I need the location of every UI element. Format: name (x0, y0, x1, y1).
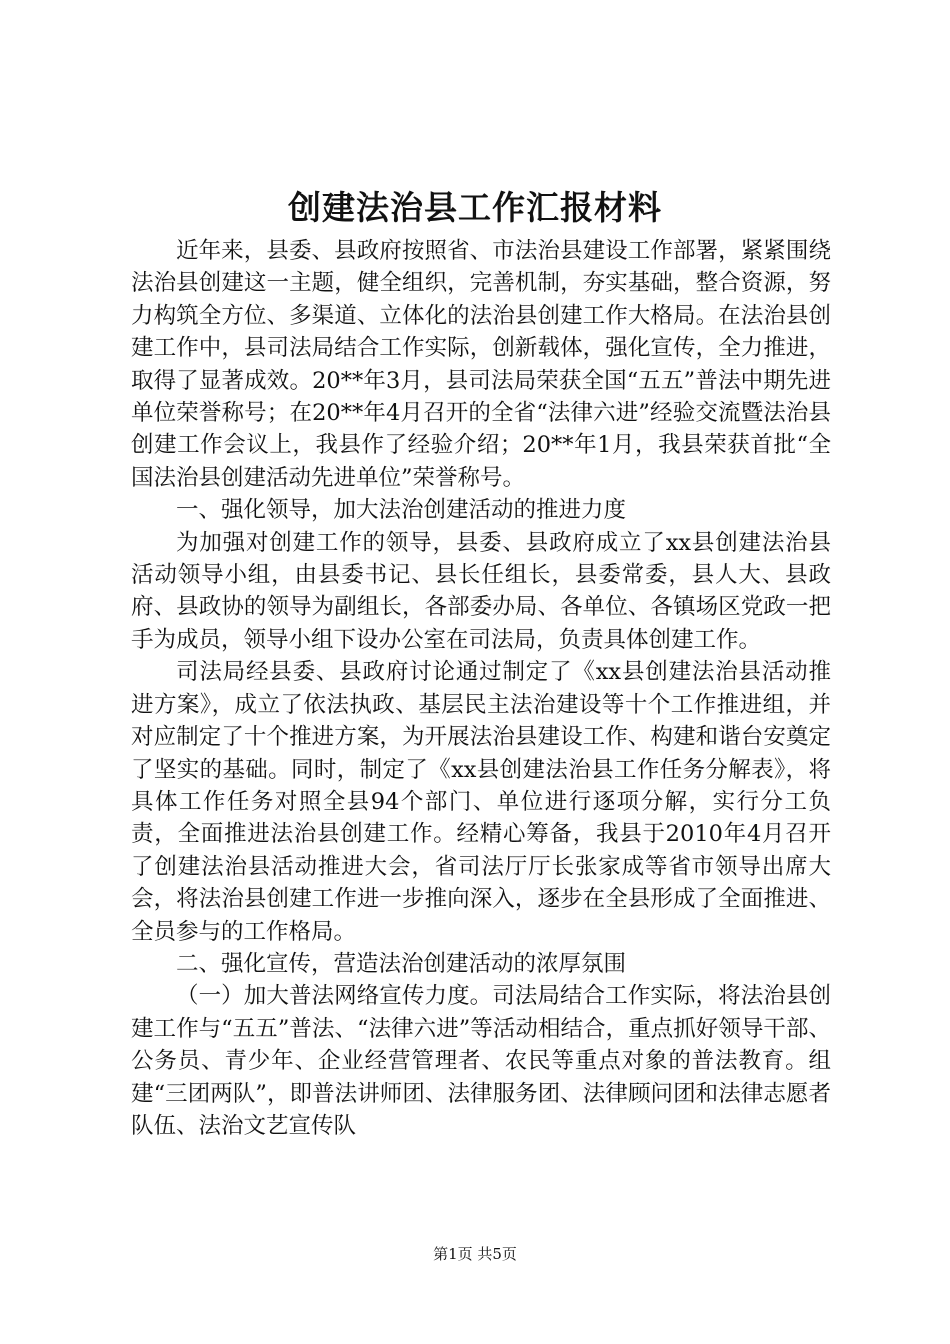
section-1-paragraph-1: 为加强对创建工作的领导，县委、县政府成立了xx县创建法治县活动领导小组，由县委书记、县长任组长，县委常委，县人大、县政府、县政协的领导为副组长，各部委办局、各单位、各镇场区党政一把手为成员，领导小组下设办公室在司法局，负责具体创建工作。 (131, 529, 831, 653)
document-body (131, 235, 831, 1142)
section-1-paragraph-2: 司法局经县委、县政府讨论通过制定了《xx县创建法治县活动推进方案》，成立了依法执政、基层民主法治建设等十个工作推进组，并对应制定了十个推进方案，为开展法治县建设工作、构建和谐台安奠定了坚实的基础。同时，制定了《xx县创建法治县工作任务分解表》，将具体工作任务对照全县94个部门、单位进行逐项分解，实行分工负责，全面推进法治县创建工作。经精心筹备，我县于2010年4月召开了创建法治县活动推进大会，省司法厅厅长张家成等省市领导出席大会，将法治县创建工作进一步推向深入，逐步在全县形成了全面推进、全员参与的工作格局。 (131, 659, 831, 945)
section-heading-1: 一、强化领导，加大法治创建活动的推进力度 (176, 497, 627, 524)
section-heading-2: 二、强化宣传，营造法治创建活动的浓厚氛围 (176, 950, 627, 977)
document-title: 创建法治县工作汇报材料 (288, 188, 662, 227)
page-number-footer: 第1页 共5页 (433, 1245, 517, 1263)
section-2-paragraph-1: （一）加大普法网络宣传力度。司法局结合工作实际，将法治县创建工作与“五五”普法、“法律六进”等活动相结合，重点抓好领导干部、公务员、青少年、企业经营管理者、农民等重点对象的普法教育。组建“三团两队”，即普法讲师团、法律服务团、法律顾问团和法律志愿者队伍、法治文艺宣传队 (131, 983, 831, 1139)
intro-paragraph: 近年来，县委、县政府按照省、市法治县建设工作部署，紧紧围绕法治县创建这一主题，健全组织，完善机制，夯实基础，整合资源，努力构筑全方位、多渠道、立体化的法治县创建工作大格局。在法治县创建工作中，县司法局结合工作实际，创新载体，强化宣传，全力推进，取得了显著成效。20**年3月，县司法局荣获全国“五五”普法中期先进单位荣誉称号；在20**年4月召开的全省“法律六进”经验交流暨法治县创建工作会议上，我县作了经验介绍；20**年1月，我县荣获首批“全国法治县创建活动先进单位”荣誉称号。 (131, 238, 831, 491)
